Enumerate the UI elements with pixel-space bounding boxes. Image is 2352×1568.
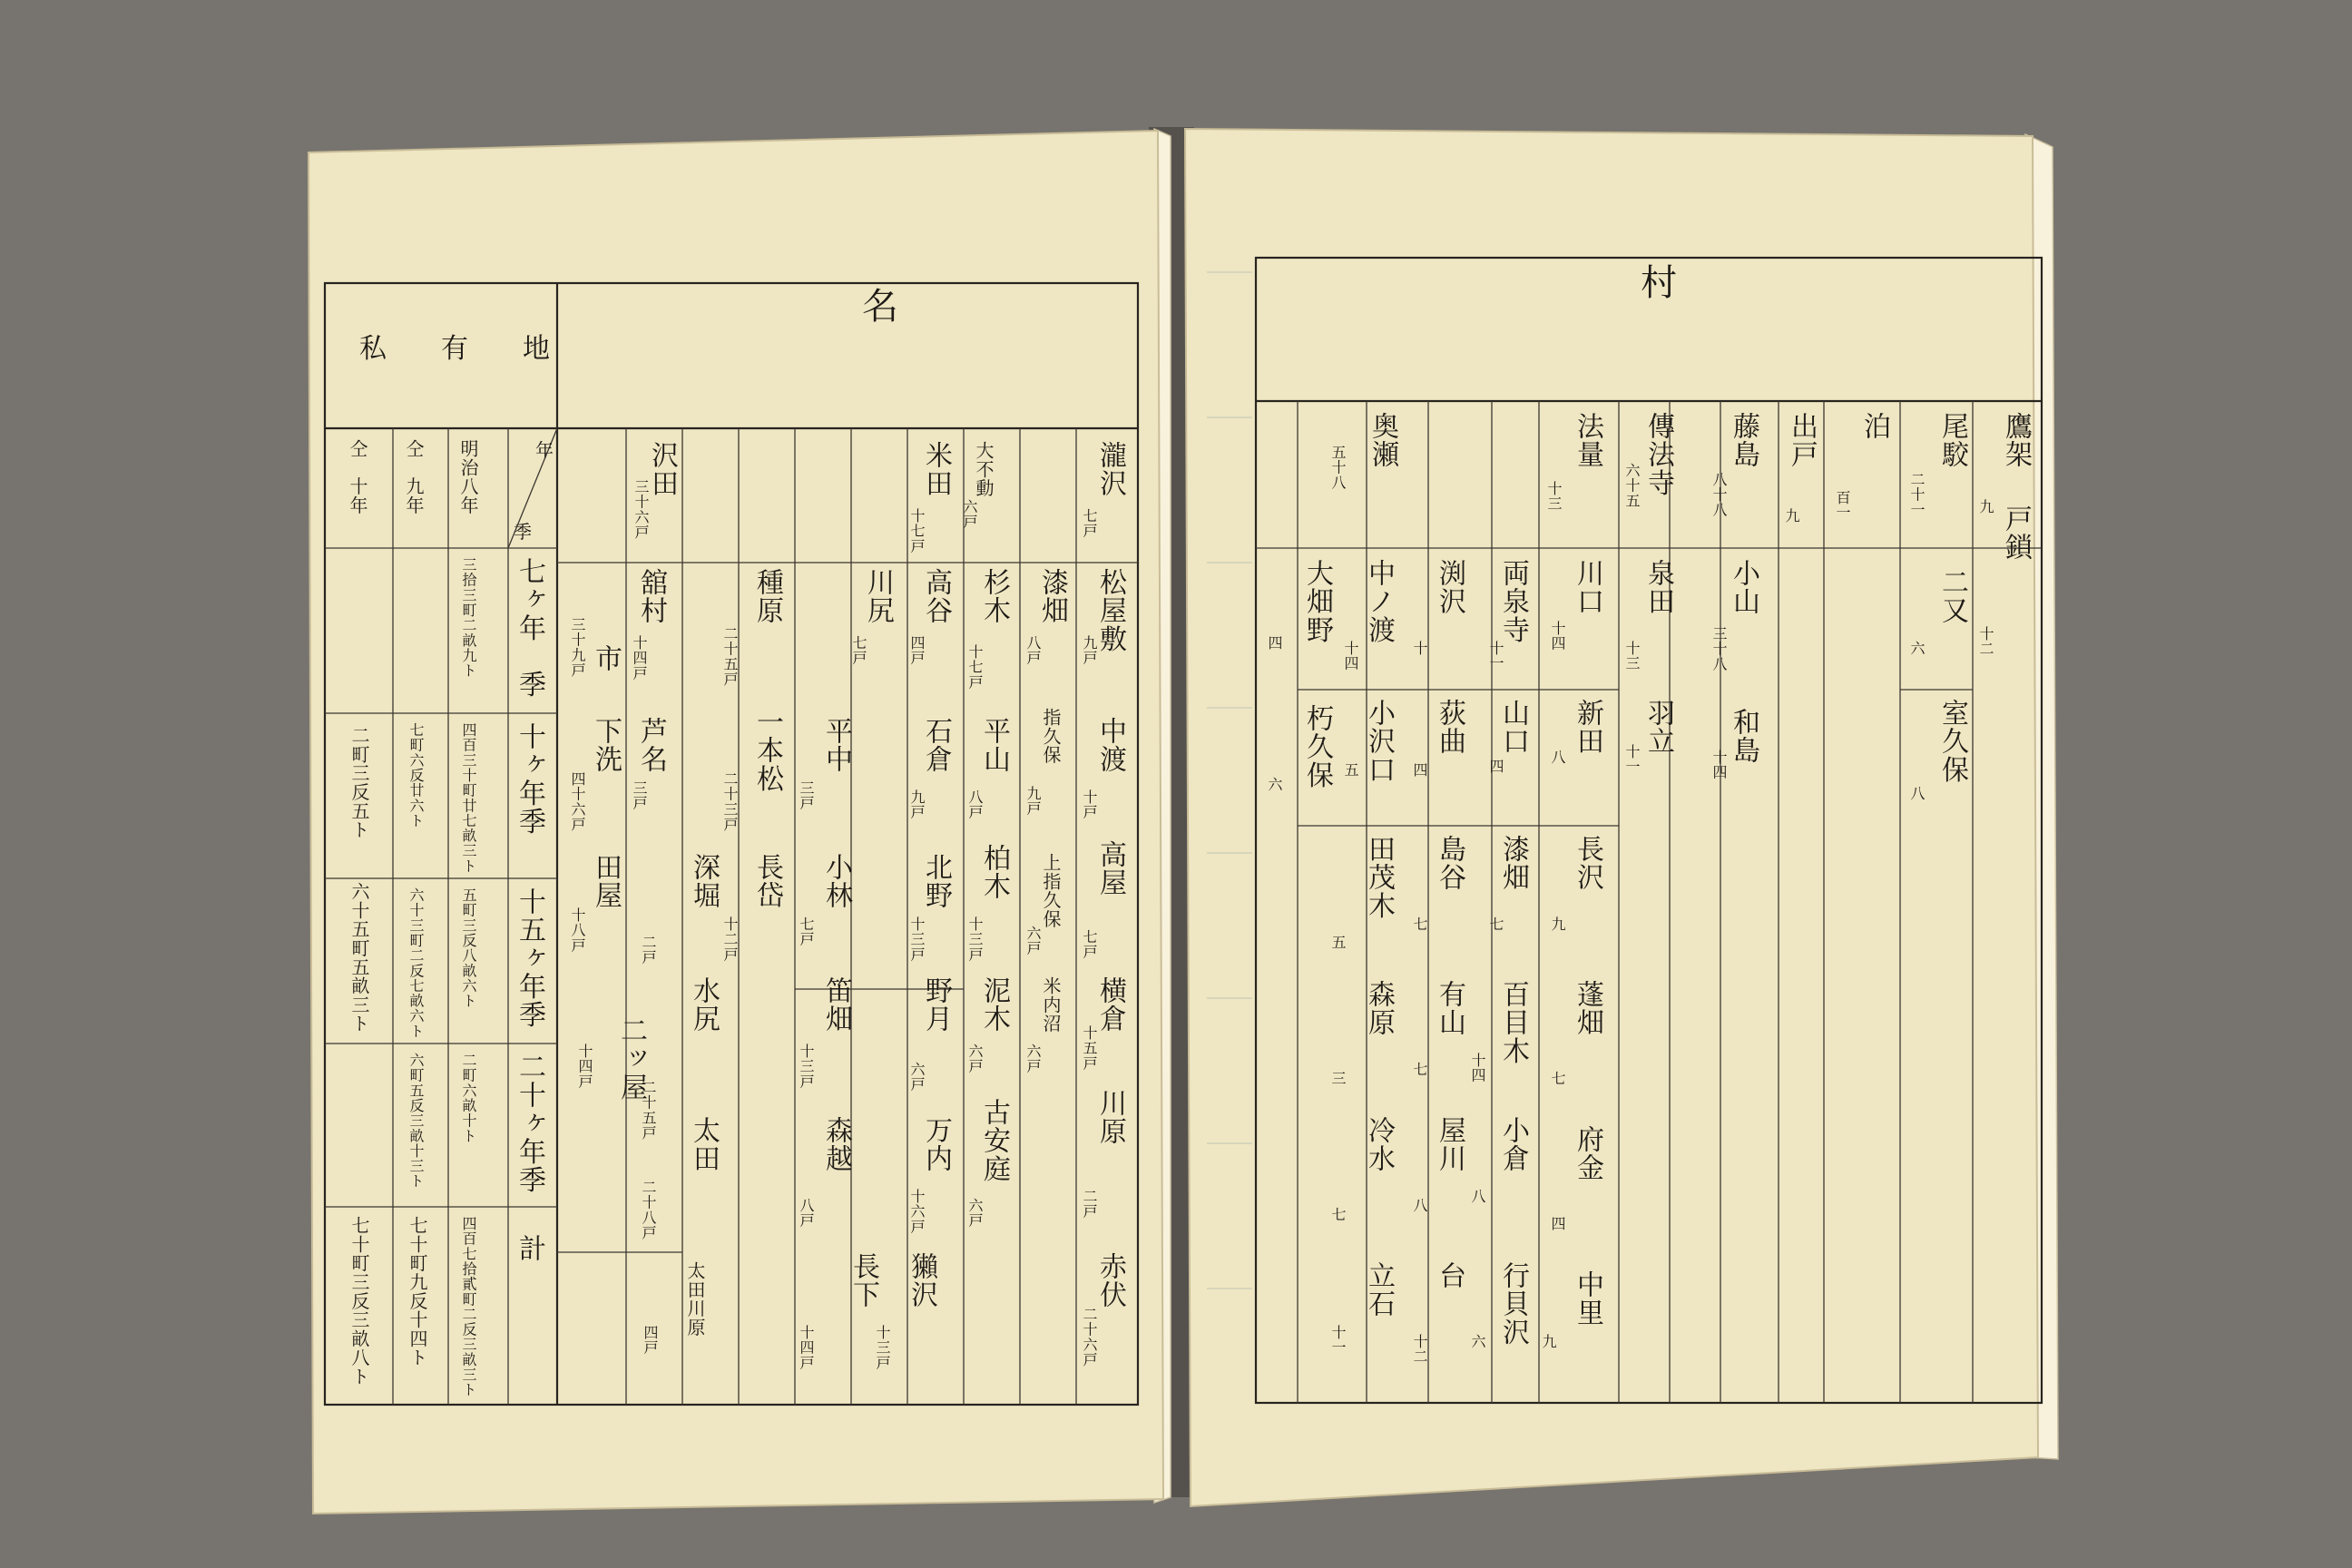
place-households: 八戸 — [966, 789, 984, 820]
place-name: 大不動 — [973, 441, 995, 498]
place-households: 二十五戸 — [640, 1080, 657, 1141]
label-season: 季 — [514, 521, 532, 543]
area-y9-3: 六町五反三畝十三ト — [407, 1053, 425, 1189]
place-households: 十 — [1411, 641, 1428, 656]
header-mura: 村 — [1641, 262, 1677, 304]
place-name: 赤伏 — [1094, 1252, 1126, 1309]
place-name: 中ノ渡 — [1363, 559, 1395, 644]
place-households: 十六戸 — [908, 1189, 926, 1234]
place-households: 十七戸 — [966, 644, 984, 690]
place-households: 四 — [1549, 1216, 1566, 1231]
place-name: 和島 — [1728, 708, 1759, 765]
place-name: 出戸 — [1786, 412, 1818, 469]
place-name: 朽久保 — [1301, 704, 1333, 789]
place-name: 立石 — [1363, 1261, 1395, 1318]
place-name: 川尻 — [862, 568, 894, 625]
place-name: 冷水 — [1363, 1116, 1395, 1173]
place-name: 有山 — [1434, 980, 1465, 1037]
place-name: 蓬畑 — [1572, 980, 1603, 1037]
place-households: 十三戸 — [874, 1325, 891, 1370]
place-name: 漆畑 — [1036, 568, 1068, 625]
place-households: 七 — [1549, 1071, 1566, 1086]
place-households: 四 — [1266, 635, 1283, 651]
place-households: 五 — [1329, 935, 1347, 950]
place-households: 四 — [1411, 762, 1428, 778]
place-households: 五十八 — [1329, 445, 1347, 490]
place-households: 十七戸 — [908, 508, 926, 554]
place-households: 八 — [1549, 750, 1566, 765]
area-y10-2: 六十五町五畝三ト — [348, 882, 370, 1034]
area-meiji-4: 二町六畝十ト — [460, 1053, 477, 1143]
place-name: 沢田 — [646, 441, 678, 498]
place-households: 七戸 — [798, 916, 815, 947]
place-households: 六戸 — [966, 1044, 984, 1074]
place-households: 十戸 — [1081, 789, 1098, 820]
place-name: 柏木 — [978, 844, 1010, 901]
place-name: 島谷 — [1434, 835, 1465, 892]
place-households: 六戸 — [966, 1198, 984, 1229]
place-households: 七 — [1411, 1062, 1428, 1077]
place-households: 十四戸 — [631, 635, 648, 681]
place-name: 森越 — [820, 1116, 852, 1173]
place-name: 法量 — [1572, 412, 1603, 469]
place-name: 渕沢 — [1434, 559, 1465, 616]
place-name: 高屋 — [1094, 840, 1126, 897]
place-name: 田茂木 — [1363, 835, 1395, 920]
place-households: 九 — [1977, 499, 1994, 514]
place-name: 川原 — [1094, 1089, 1126, 1146]
place-name: 藤島 — [1728, 412, 1759, 469]
place-households: 七 — [1487, 916, 1504, 932]
place-name: 泊 — [1858, 412, 1890, 441]
season-row-7: 七ヶ年 季 — [514, 557, 545, 699]
place-name: 平中 — [820, 717, 852, 774]
place-households: 十三戸 — [798, 1044, 815, 1089]
place-households: 八戸 — [798, 1198, 815, 1229]
area-meiji-1: 三拾三町二畝九ト — [460, 557, 477, 679]
place-name: 小林 — [820, 853, 852, 910]
place-name: 森原 — [1363, 980, 1395, 1037]
place-name: 鷹架 — [2000, 412, 2032, 469]
place-name: 山口 — [1497, 699, 1529, 756]
place-name: 百目木 — [1497, 980, 1529, 1065]
place-households: 十二 — [1977, 626, 1994, 657]
place-name: 荻曲 — [1434, 699, 1465, 756]
place-households: 九 — [1783, 508, 1800, 524]
place-households: 七 — [1329, 1207, 1347, 1222]
place-name: 笛畑 — [820, 976, 852, 1034]
place-name: 松屋敷 — [1094, 568, 1126, 653]
place-households: 三戸 — [631, 780, 648, 811]
year-header-9: 仝 九年 — [403, 439, 425, 515]
place-households: 六戸 — [1024, 1044, 1042, 1074]
place-name: 小山 — [1728, 559, 1759, 616]
place-households: 十三 — [1545, 481, 1563, 512]
place-name: 羽立 — [1642, 699, 1674, 756]
place-households: 二十一 — [1908, 472, 1926, 517]
area-meiji-2: 四百三十町廿七畝三ト — [460, 722, 477, 874]
place-households: 四戸 — [642, 1325, 659, 1356]
place-name: 高谷 — [920, 568, 952, 625]
header-mei: 名 — [862, 286, 898, 328]
place-households: 九戸 — [1024, 786, 1042, 817]
place-name: 行貝沢 — [1497, 1261, 1529, 1347]
place-households: 十五戸 — [1081, 1025, 1098, 1071]
area-y9-1: 七町六反廿六ト — [407, 722, 425, 828]
place-households: 十一 — [1487, 641, 1504, 671]
place-households: 八戸 — [1024, 635, 1042, 666]
place-households: 七戸 — [1081, 508, 1098, 539]
place-households: 十一 — [1623, 744, 1641, 775]
place-name: 小沢口 — [1363, 699, 1395, 784]
place-name: 長下 — [848, 1252, 879, 1309]
place-households: 十三 — [1623, 641, 1641, 671]
place-households: 六戸 — [908, 1062, 926, 1093]
place-households: 六 — [1266, 777, 1283, 792]
place-households: 八十八 — [1710, 472, 1728, 517]
place-households: 四十六戸 — [569, 771, 586, 832]
place-households: 五 — [1342, 762, 1359, 778]
place-households: 六戸 — [1024, 926, 1042, 956]
place-name: 小倉 — [1497, 1116, 1529, 1173]
place-name: 平山 — [978, 717, 1010, 774]
place-households: 三戸 — [798, 780, 815, 811]
place-name: 水尻 — [688, 976, 720, 1034]
place-households: 十三戸 — [966, 916, 984, 962]
place-households: 八 — [1469, 1189, 1486, 1204]
place-households: 七戸 — [1081, 929, 1098, 960]
place-name: 傳法寺 — [1642, 412, 1674, 497]
place-name: 横倉 — [1094, 976, 1126, 1034]
place-name: 深堀 — [688, 853, 720, 910]
area-meiji-3: 五町三反八畝六ト — [460, 887, 477, 1009]
place-name: 杉木 — [978, 568, 1010, 625]
place-name: 米田 — [920, 441, 952, 498]
place-households: 百一 — [1834, 490, 1851, 521]
place-name: 太田川原 — [684, 1261, 706, 1338]
place-households: 十八戸 — [569, 907, 586, 953]
place-households: 三 — [1329, 1071, 1347, 1086]
place-name: 種原 — [751, 568, 783, 625]
place-name: 太田 — [688, 1116, 720, 1173]
place-households: 十四 — [1549, 621, 1566, 652]
place-households: 三十九戸 — [569, 617, 586, 678]
place-name: 府金 — [1572, 1125, 1603, 1182]
place-name: 奥瀬 — [1367, 412, 1398, 469]
place-households: 六戸 — [961, 499, 978, 530]
place-households: 二戸 — [1081, 1189, 1098, 1220]
place-name: 屋川 — [1434, 1116, 1465, 1173]
place-households: 十一 — [1329, 1325, 1347, 1356]
place-households: 二十五戸 — [721, 626, 739, 687]
area-y9-4: 七十町九反十四ト — [407, 1216, 428, 1367]
place-households: 十二戸 — [721, 916, 739, 962]
year-header-10: 仝 十年 — [347, 439, 368, 515]
place-households: 十三戸 — [908, 916, 926, 962]
place-name: 万内 — [920, 1116, 952, 1173]
place-households: 十四戸 — [576, 1044, 593, 1089]
place-name: 両泉寺 — [1497, 559, 1529, 644]
season-row-10: 十ヶ年季 — [514, 722, 545, 836]
place-households: 二戸 — [640, 935, 657, 965]
season-row-15: 十五ヶ年季 — [514, 887, 545, 1029]
place-name: 尾駮 — [1936, 412, 1968, 469]
place-name: 獺沢 — [906, 1252, 937, 1309]
place-households: 四 — [1487, 759, 1504, 774]
place-households: 七 — [1411, 916, 1428, 932]
right-page — [1185, 129, 2038, 1506]
place-name: 二ッ屋 — [615, 1016, 647, 1102]
place-name: 野月 — [920, 976, 952, 1034]
place-name: 田屋 — [590, 853, 622, 910]
place-households: 七戸 — [850, 635, 867, 666]
label-year: 年 — [535, 439, 554, 461]
place-name: 長岱 — [751, 853, 783, 910]
place-name: 石倉 — [920, 717, 952, 774]
place-households: 九戸 — [1081, 635, 1098, 666]
place-name: 中里 — [1572, 1270, 1603, 1328]
season-row-20: 二十ヶ年季 — [514, 1053, 545, 1194]
place-households: 六 — [1469, 1334, 1486, 1349]
place-households: 二十六戸 — [1081, 1307, 1098, 1367]
place-households: 十四戸 — [798, 1325, 815, 1370]
place-households: 十四 — [1342, 641, 1359, 671]
place-name: 泉田 — [1642, 559, 1674, 616]
area-y9-2: 六十三町二反七畝六ト — [407, 887, 425, 1039]
place-name: 舘村 — [635, 568, 667, 625]
area-y10-3: 七十町三反三畝八ト — [348, 1216, 370, 1387]
place-households: 三十八 — [1710, 626, 1728, 671]
place-name: 川口 — [1572, 559, 1603, 616]
place-households: 三十六戸 — [632, 479, 650, 540]
place-name: 市 — [590, 644, 622, 673]
place-name: 下洗 — [590, 717, 622, 774]
place-households: 十四 — [1710, 750, 1728, 780]
place-name: 漆畑 — [1497, 835, 1529, 892]
header-private-land: 私 有 地 — [359, 333, 564, 365]
place-name: 芦名 — [635, 717, 667, 774]
place-households: 九 — [1549, 916, 1566, 932]
place-households: 二十八戸 — [640, 1180, 657, 1240]
place-name: 中渡 — [1094, 717, 1126, 774]
place-name: 指久保 — [1040, 708, 1062, 765]
place-households: 二十三戸 — [721, 771, 739, 832]
place-name: 北野 — [920, 853, 952, 910]
place-name: 室久保 — [1936, 699, 1968, 784]
place-name: 上指久保 — [1040, 853, 1062, 929]
year-header-meiji: 明治八年 — [457, 439, 479, 515]
place-name: 新田 — [1572, 699, 1603, 756]
place-households: 八 — [1411, 1198, 1428, 1213]
season-row-total: 計 — [514, 1234, 545, 1263]
place-name: 長沢 — [1572, 835, 1603, 892]
place-households: 九 — [1540, 1334, 1557, 1349]
place-households: 八 — [1908, 786, 1926, 801]
place-name: 古安庭 — [978, 1098, 1010, 1183]
place-name: 大畑野 — [1301, 559, 1333, 644]
place-name: 戸鎖 — [2000, 505, 2032, 562]
place-name: 一本松 — [751, 708, 783, 793]
place-name: 米内沼 — [1040, 976, 1062, 1034]
place-households: 九戸 — [908, 789, 926, 820]
place-households: 六 — [1908, 641, 1926, 656]
place-households: 四戸 — [908, 635, 926, 666]
area-meiji-5: 四百七拾貳町二反三畝三ト — [460, 1216, 477, 1397]
place-name: 台 — [1434, 1261, 1465, 1290]
place-households: 六十五 — [1623, 463, 1641, 508]
place-name: 泥木 — [978, 976, 1010, 1034]
place-households: 十二 — [1411, 1334, 1428, 1365]
place-households: 十四 — [1469, 1053, 1486, 1083]
place-name: 二又 — [1936, 568, 1968, 625]
area-y10-1: 二町三反五ト — [348, 726, 370, 839]
place-name: 瀧沢 — [1094, 441, 1126, 498]
